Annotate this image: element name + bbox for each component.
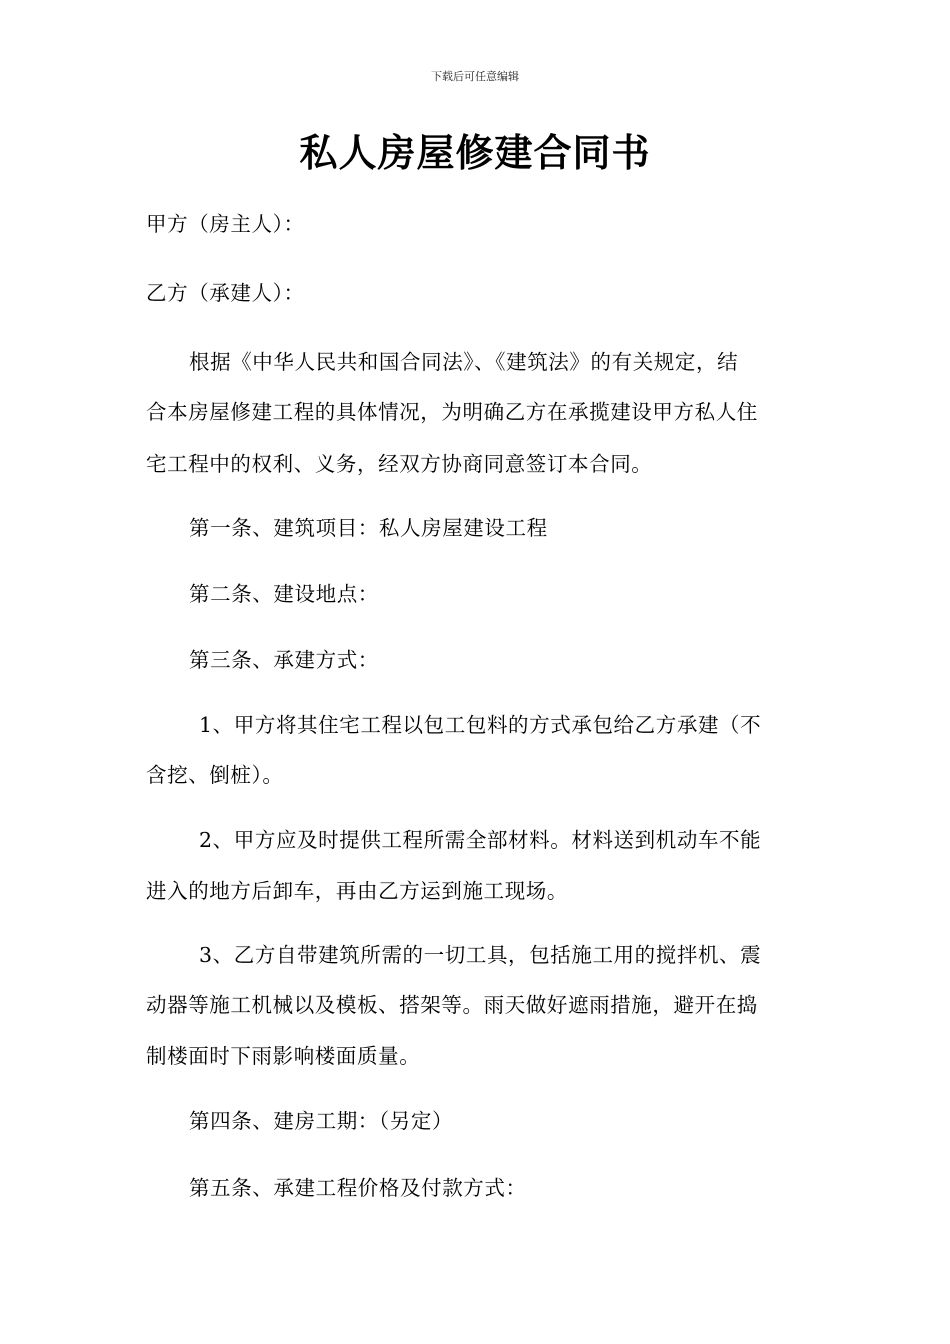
- party-a-line: 甲方（房主人）：: [146, 212, 305, 236]
- clause-1-line-2: 含挖、倒桩）。: [146, 763, 284, 787]
- header-note: 下载后可任意编辑: [431, 70, 519, 83]
- preamble-line-1: 根据《中华人民共和国合同法》、《建筑法》的有关规定，结: [189, 350, 739, 374]
- party-b-line: 乙方（承建人）：: [146, 281, 305, 305]
- clause-3-line-3: 制楼面时下雨影响楼面质量。: [146, 1044, 421, 1068]
- clause-3-line-2: 动器等施工机械以及模板、搭架等。雨天做好遮雨措施，避开在捣: [146, 993, 758, 1017]
- preamble-line-2: 合本房屋修建工程的具体情况，为明确乙方在承揽建设甲方私人住: [146, 400, 758, 424]
- clause-2-line-2: 进入的地方后卸车，再由乙方运到施工现场。: [146, 879, 568, 903]
- article-1: 第一条、建筑项目：私人房屋建设工程: [189, 516, 548, 540]
- article-4: 第四条、建房工期：（另定）: [189, 1109, 454, 1133]
- clause-2-line-1: 2、甲方应及时提供工程所需全部材料。材料送到机动车不能: [199, 828, 762, 852]
- clause-1-line-1: 1、甲方将其住宅工程以包工包料的方式承包给乙方承建（不: [199, 713, 762, 737]
- article-2: 第二条、建设地点：: [189, 582, 379, 606]
- article-5: 第五条、承建工程价格及付款方式：: [189, 1176, 527, 1200]
- preamble-line-3: 宅工程中的权利、义务，经双方协商同意签订本合同。: [146, 452, 653, 476]
- document-title: 私人房屋修建合同书: [299, 130, 651, 175]
- clause-3-line-1: 3、乙方自带建筑所需的一切工具，包括施工用的搅拌机、震: [199, 943, 762, 967]
- article-3: 第三条、承建方式：: [189, 648, 379, 672]
